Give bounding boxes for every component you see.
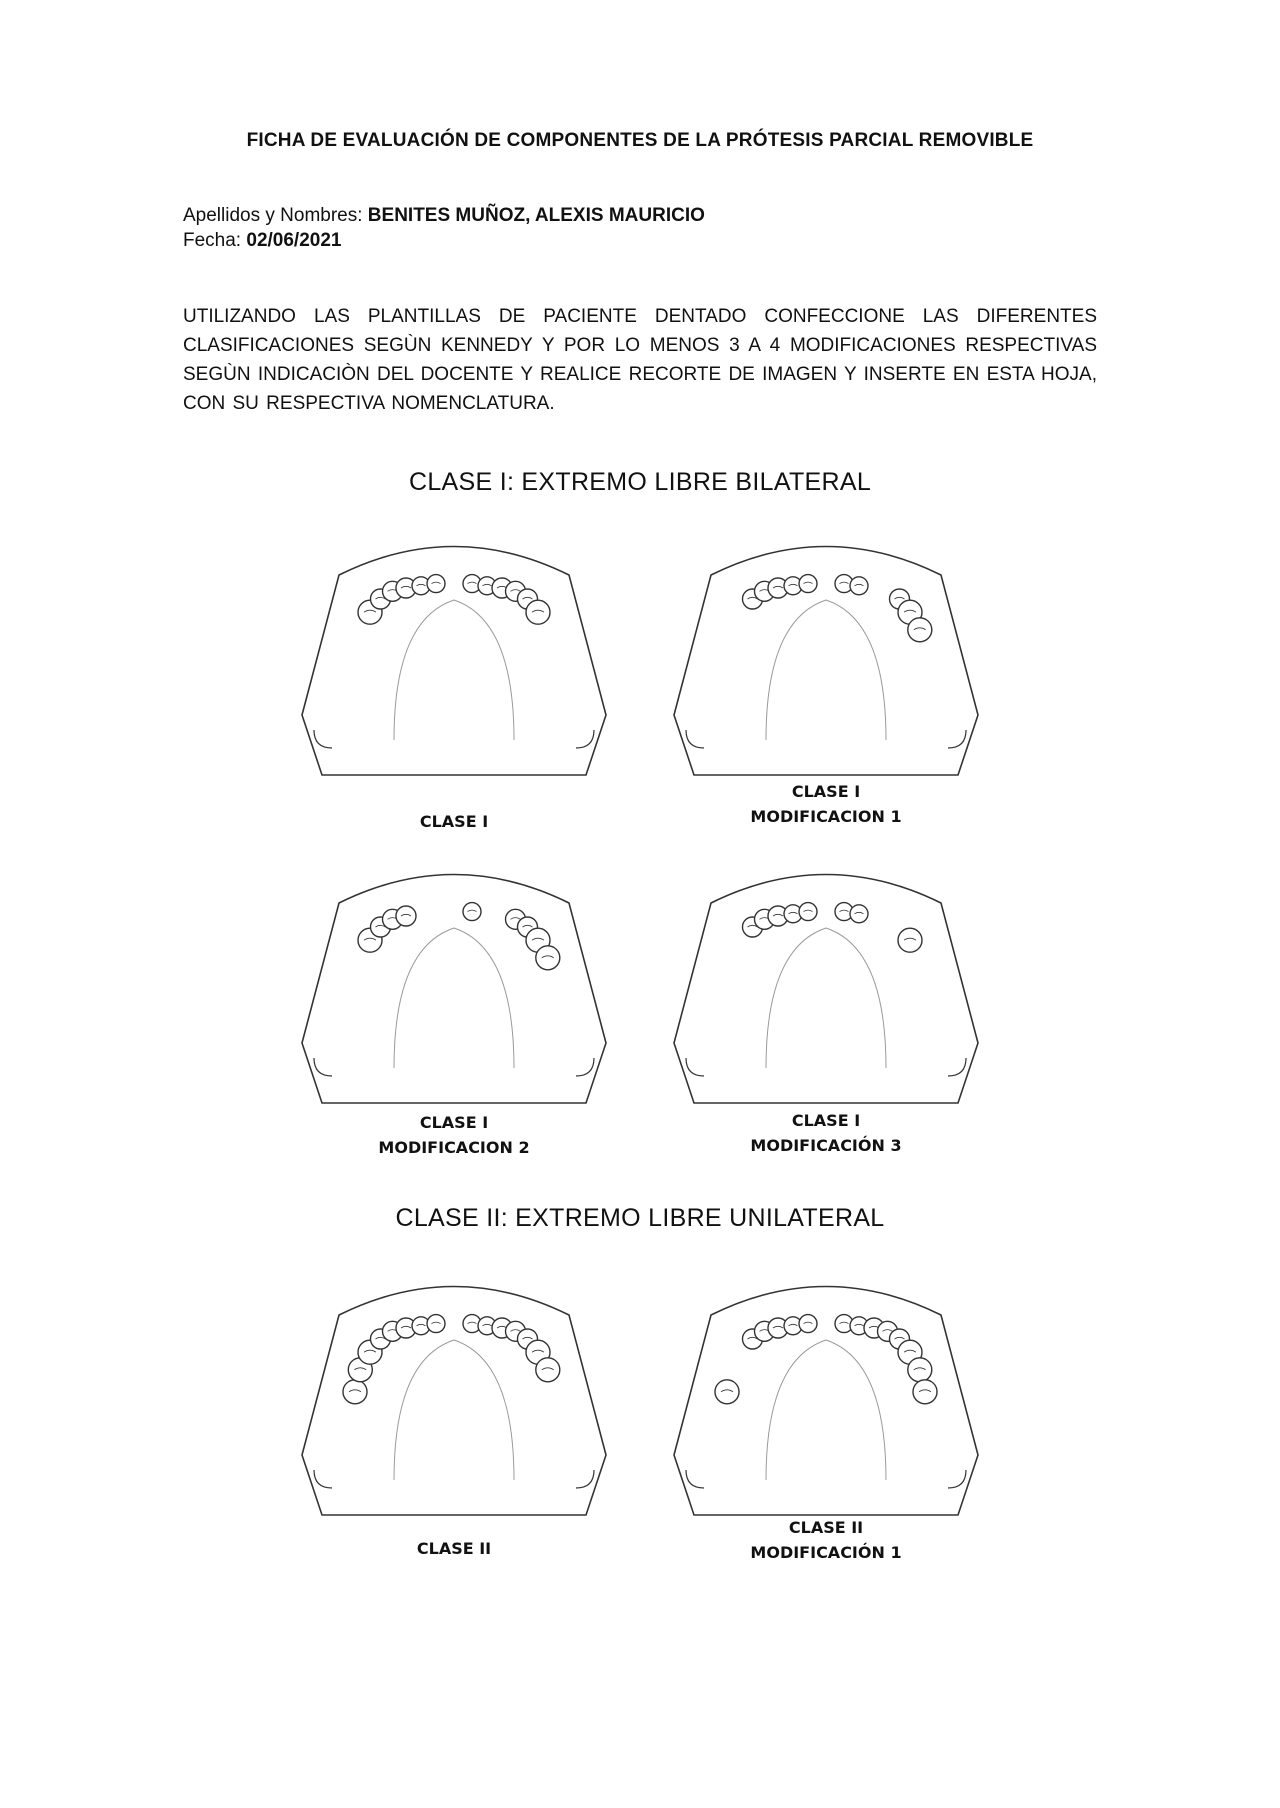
teeth-group <box>743 903 923 953</box>
date-value: 02/06/2021 <box>246 230 342 251</box>
figure-clase-i-mod-1 <box>666 530 986 790</box>
tooth <box>526 600 550 624</box>
figure-caption-clase-i-mod-3 <box>716 1108 936 1158</box>
figure-caption-clase-ii-mod-1 <box>716 1515 936 1565</box>
dental-arch-illustration <box>294 530 614 790</box>
name-line <box>183 204 705 228</box>
tooth <box>536 946 560 970</box>
tuberosity-right <box>948 730 966 748</box>
instructions-paragraph: UTILIZANDO LAS PLANTILLAS DE PACIENTE DENTADO CONFECCIONE LAS DIFERENTES CLASIFICACIONES SEGÙN KENNEDY Y POR LO MENOS 3 A 4 MODIFICACIONES RESPECTIVAS SEGÙN INDICACIÒN DEL DOCENTE Y REALICE RECORTE DE IMAGEN Y INSERTE EN ESTA HOJA, CON SU RESPECTIVA NOMENCLATURA. <box>183 306 1097 414</box>
caption-line-1: CLASE I <box>419 1113 489 1132</box>
tuberosity-right <box>576 1470 594 1488</box>
document-title: FICHA DE EVALUACIÓN DE COMPONENTES DE LA PRÓTESIS PARCIAL REMOVIBLE <box>246 130 1034 151</box>
tuberosity-right <box>948 1470 966 1488</box>
arch-outline <box>302 875 606 1104</box>
figure-clase-i-mod-2 <box>294 858 614 1118</box>
tooth <box>799 575 817 593</box>
figure-clase-i-mod-3 <box>666 858 986 1118</box>
caption-line-1: CLASE I <box>791 1111 861 1130</box>
tooth <box>908 1358 932 1382</box>
dental-arch-illustration <box>294 1270 614 1530</box>
tooth <box>427 1315 445 1333</box>
teeth-group <box>358 903 560 970</box>
palate-curve <box>766 928 886 1068</box>
figure-caption-clase-ii <box>354 1536 554 1561</box>
tuberosity-right <box>576 730 594 748</box>
tuberosity-left <box>314 1058 332 1076</box>
caption-line-2: MODIFICACIÓN 3 <box>750 1136 902 1155</box>
dental-arch-illustration <box>294 858 614 1118</box>
palate-curve <box>394 928 514 1068</box>
arch-base-outline <box>302 875 606 1104</box>
palate-curve <box>394 600 514 740</box>
arch-base-outline <box>674 875 978 1104</box>
tooth <box>908 618 932 642</box>
dental-arch-illustration <box>666 1270 986 1530</box>
tuberosity-left <box>314 730 332 748</box>
name-label: Apellidos y Nombres: <box>183 205 368 226</box>
tooth <box>850 577 868 595</box>
section-heading-clase-ii: CLASE II: EXTREMO LIBRE UNILATERAL <box>395 1204 885 1232</box>
caption-line-1: CLASE I <box>419 812 489 831</box>
name-value: BENITES MUÑOZ, ALEXIS MAURICIO <box>367 205 705 226</box>
date-label: Fecha: <box>183 230 247 251</box>
tuberosity-left <box>686 730 704 748</box>
arch-outline <box>302 547 606 776</box>
figure-caption-clase-i-mod-2 <box>344 1110 564 1160</box>
tooth <box>536 1358 560 1382</box>
tuberosity-left <box>686 1058 704 1076</box>
teeth-group <box>715 1315 937 1404</box>
tooth <box>799 903 817 921</box>
palate-curve <box>766 1340 886 1480</box>
figure-clase-ii <box>294 1270 614 1530</box>
dental-arch-illustration <box>666 530 986 790</box>
palate-curve <box>766 600 886 740</box>
section-heading-clase-i: CLASE I: EXTREMO LIBRE BILATERAL <box>408 468 872 496</box>
arch-base-outline <box>302 547 606 776</box>
figure-caption-clase-i <box>354 809 554 834</box>
tuberosity-left <box>314 1470 332 1488</box>
teeth-group <box>358 575 550 625</box>
caption-line-1: CLASE II <box>788 1518 864 1537</box>
tooth <box>343 1380 367 1404</box>
figure-clase-i <box>294 530 614 790</box>
figure-clase-ii-mod-1 <box>666 1270 986 1530</box>
arch-base-outline <box>674 547 978 776</box>
tooth <box>396 906 416 926</box>
figure-caption-clase-i-mod-1 <box>716 779 936 829</box>
caption-line-2: MODIFICACION 1 <box>750 807 902 826</box>
tooth <box>799 1315 817 1333</box>
tooth <box>850 905 868 923</box>
tuberosity-right <box>576 1058 594 1076</box>
tooth <box>427 575 445 593</box>
caption-line-1: CLASE I <box>791 782 861 801</box>
tooth <box>913 1380 937 1404</box>
date-line <box>183 229 341 253</box>
tooth <box>715 1380 739 1404</box>
palate-curve <box>394 1340 514 1480</box>
tooth <box>898 928 922 952</box>
arch-outline <box>674 547 978 776</box>
dental-arch-illustration <box>666 858 986 1118</box>
caption-line-2: MODIFICACION 2 <box>378 1138 530 1157</box>
caption-line-1: CLASE II <box>416 1539 492 1558</box>
teeth-group <box>343 1315 560 1404</box>
arch-outline <box>674 875 978 1104</box>
caption-line-2: MODIFICACIÓN 1 <box>750 1543 902 1562</box>
tuberosity-left <box>686 1470 704 1488</box>
teeth-group <box>743 575 932 642</box>
tooth <box>463 903 481 921</box>
tuberosity-right <box>948 1058 966 1076</box>
